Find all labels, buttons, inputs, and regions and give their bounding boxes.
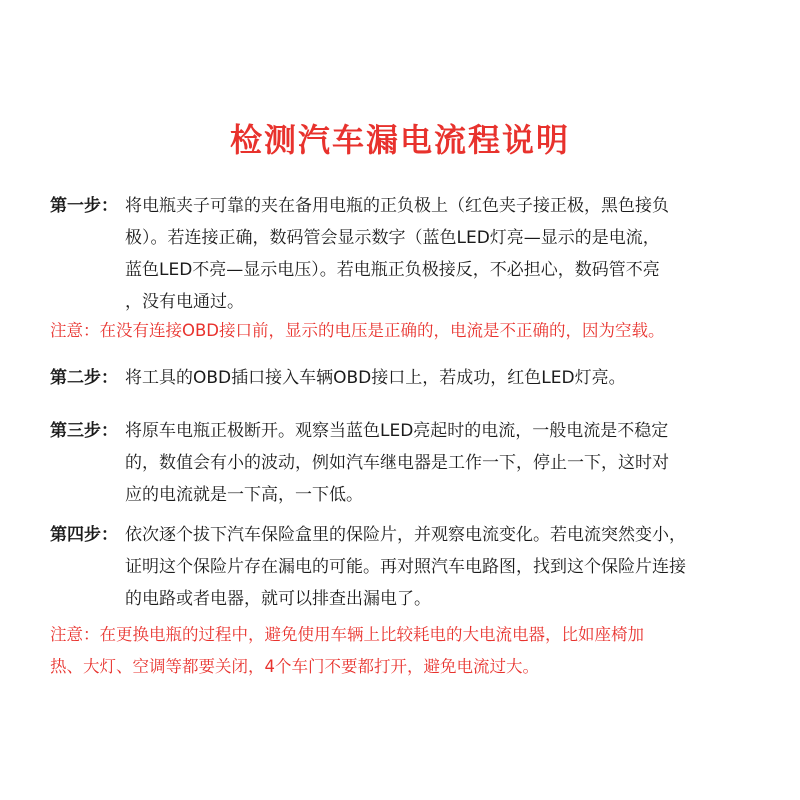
step-4-label: 第四步： — [50, 525, 118, 545]
note-2-line-2: 热、大灯、空调等都要关闭，4个车门不要都打开，避免电流过大。 — [50, 657, 539, 676]
step-1 — [50, 190, 760, 318]
page-title: 检测汽车漏电流程说明 — [229, 121, 570, 159]
step-3-line-2: 的，数值会有小的波动，例如汽车继电器是工作一下，停止一下，这时对 — [125, 453, 669, 473]
step-4-text — [125, 519, 760, 615]
step-2-label: 第二步： — [50, 368, 118, 388]
step-4-line-1: 依次逐个拔下汽车保险盒里的保险片，并观察电流变化。若电流突然变小， — [125, 525, 686, 545]
step-3-label: 第三步： — [50, 421, 118, 441]
step-3-line-1: 将原车电瓶正极断开。观察当蓝色LED亮起时的电流，一般电流是不稳定 — [125, 421, 669, 441]
step-4-line-3: 的电路或者电器，就可以排查出漏电了。 — [125, 589, 431, 609]
step-3-text — [125, 415, 760, 511]
note-2 — [50, 619, 760, 683]
note-2-line-1: 注意：在更换电瓶的过程中，避免使用车辆上比较耗电的大电流电器，比如座椅加 — [50, 625, 644, 644]
step-3 — [50, 415, 760, 511]
step-2-text — [125, 362, 760, 394]
step-1-text — [125, 190, 760, 318]
step-1-line-2: 极）。若连接正确，数码管会显示数字（蓝色LED灯亮—显示的是电流， — [125, 228, 660, 248]
step-4 — [50, 519, 760, 615]
step-3-line-3: 应的电流就是一下高，一下低。 — [125, 485, 363, 505]
note-1 — [50, 315, 760, 347]
step-1-label: 第一步： — [50, 196, 118, 216]
step-1-line-3: 蓝色LED不亮—显示电压）。若电瓶正负极接反，不必担心，数码管不亮 — [125, 260, 660, 280]
step-1-line-1: 将电瓶夹子可靠的夹在备用电瓶的正负极上（红色夹子接正极，黑色接负 — [125, 196, 669, 216]
step-1-line-4: ，没有电通过。 — [125, 292, 244, 312]
note-1-line-1: 注意：在没有连接OBD接口前，显示的电压是正确的，电流是不正确的，因为空载。 — [50, 321, 665, 340]
step-2-line-1: 将工具的OBD插口接入车辆OBD接口上，若成功，红色LED灯亮。 — [125, 368, 626, 388]
step-4-line-2: 证明这个保险片存在漏电的可能。再对照汽车电路图，找到这个保险片连接 — [125, 557, 686, 577]
step-2 — [50, 362, 760, 394]
